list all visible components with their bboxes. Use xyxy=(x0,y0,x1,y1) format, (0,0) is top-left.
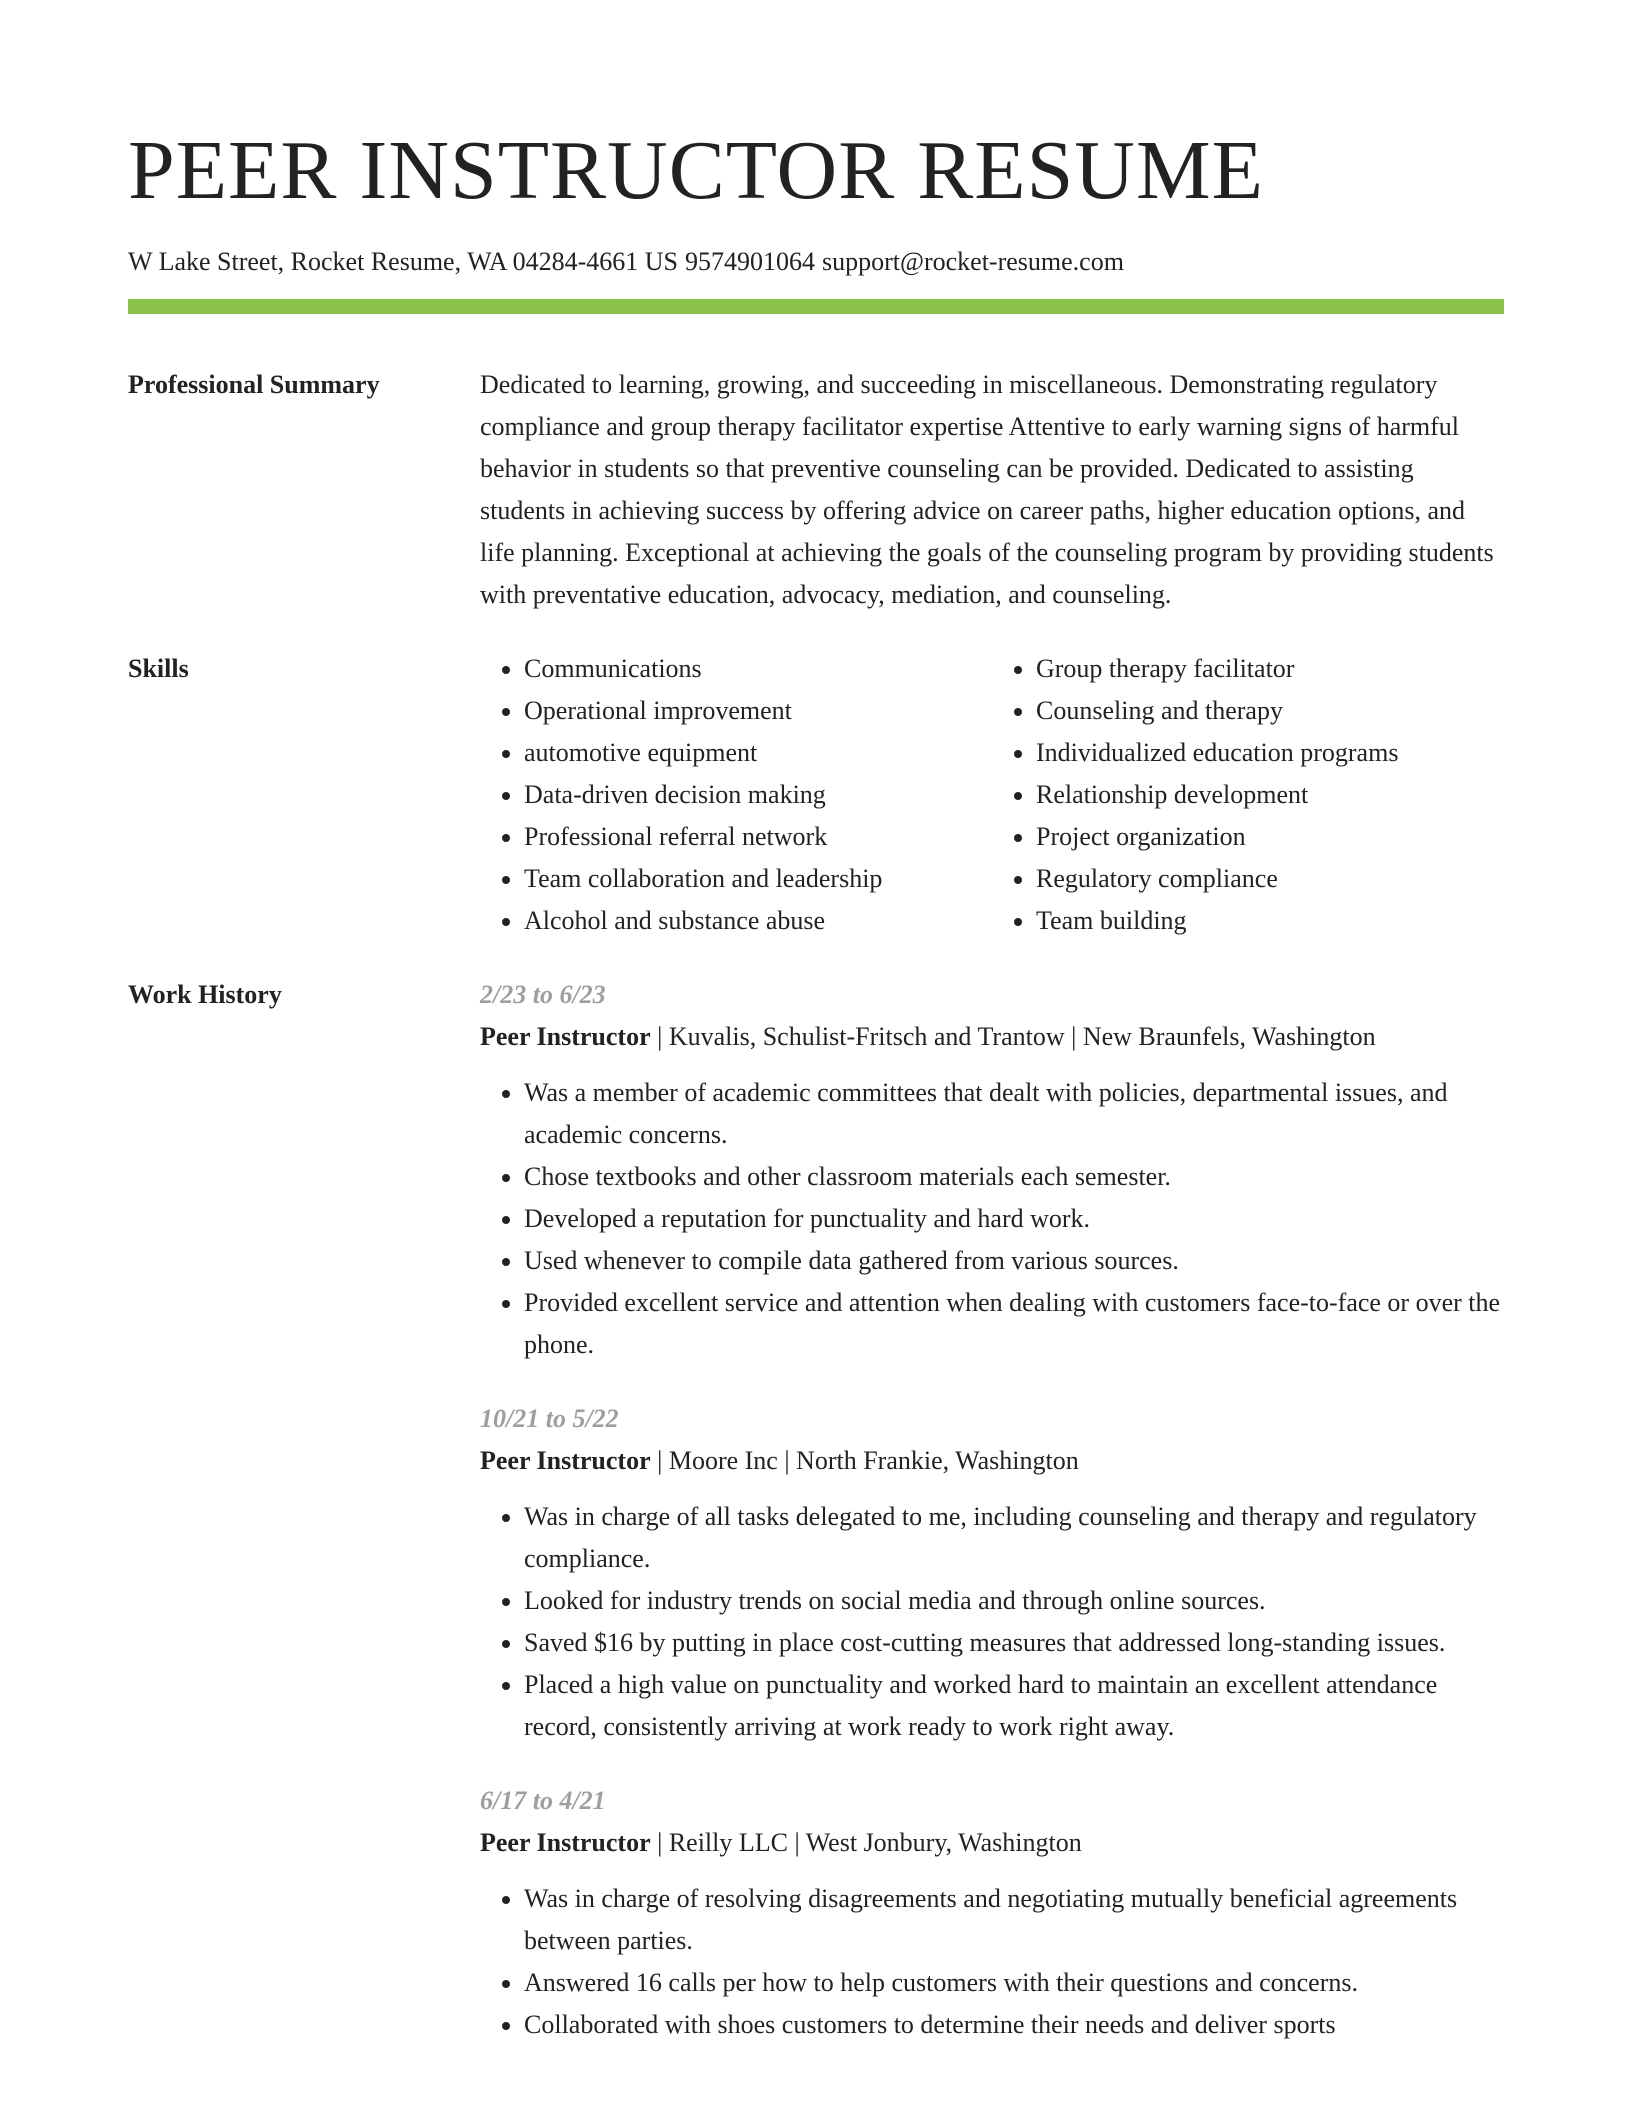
summary-section xyxy=(128,364,1504,616)
skills-heading: Skills xyxy=(128,654,189,683)
job-duties xyxy=(480,1496,1504,1748)
job-duties xyxy=(480,1072,1504,1366)
job-title-line xyxy=(480,1822,1504,1864)
skill-item: • automotive equipment xyxy=(524,732,992,774)
job-duty: • Saved $16 by putting in place cost-cutting measures that addressed long-standing issues. xyxy=(524,1622,1504,1664)
job-entry xyxy=(480,1398,1504,1748)
job-title-line xyxy=(480,1016,1504,1058)
job-title-line xyxy=(480,1440,1504,1482)
header-divider xyxy=(128,299,1504,314)
contact-phone: 9574901064 xyxy=(685,247,816,276)
skill-item: • Counseling and therapy xyxy=(1036,690,1504,732)
skill-item: • Team collaboration and leadership xyxy=(524,858,992,900)
job-duty: • Was in charge of resolving disagreements and negotiating mutually beneficial agreements between parties. xyxy=(524,1878,1504,1962)
contact-address: W Lake Street, Rocket Resume, WA 04284-4661 US xyxy=(128,247,679,276)
job-title: Peer Instructor xyxy=(480,1022,651,1051)
job-title: Peer Instructor xyxy=(480,1828,651,1857)
skill-item: • Alcohol and substance abuse xyxy=(524,900,992,942)
summary-text: Dedicated to learning, growing, and succeeding in miscellaneous. Demonstrating regulatory compliance and group therapy facilitator expertise Attentive to early warning signs of harmful behavior in students so that preventive counseling can be provided. Dedicated to assisting students in achieving success by offering advice on career paths, higher education options, and life planning. Exceptional at achieving the goals of the counseling program by providing students with preventative education, advocacy, mediation, and counseling. xyxy=(480,370,1494,609)
skill-item: • Regulatory compliance xyxy=(1036,858,1504,900)
job-duty: • Collaborated with shoes customers to determine their needs and deliver sports xyxy=(524,2004,1504,2046)
skill-item: • Team building xyxy=(1036,900,1504,942)
job-duty: • Was in charge of all tasks delegated to me, including counseling and therapy and regulatory compliance. xyxy=(524,1496,1504,1580)
contact-email: support@rocket-resume.com xyxy=(822,247,1124,276)
job-duty: • Provided excellent service and attention when dealing with customers face-to-face or over the phone. xyxy=(524,1282,1504,1366)
job-duty: • Was a member of academic committees that dealt with policies, departmental issues, and academic concerns. xyxy=(524,1072,1504,1156)
job-entry xyxy=(480,1780,1504,2046)
job-date: 6/17 to 4/21 xyxy=(480,1786,606,1815)
skill-item: • Project organization xyxy=(1036,816,1504,858)
job-duty: • Answered 16 calls per how to help customers with their questions and concerns. xyxy=(524,1962,1504,2004)
job-date: 10/21 to 5/22 xyxy=(480,1404,619,1433)
skill-item: • Communications xyxy=(524,648,992,690)
resume-title: PEER INSTRUCTOR RESUME xyxy=(128,124,1264,217)
contact-line xyxy=(128,244,1504,280)
skills-column-2 xyxy=(992,648,1504,942)
skill-item: • Data-driven decision making xyxy=(524,774,992,816)
job-duties xyxy=(480,1878,1504,2046)
job-employer-location: | Reilly LLC | West Jonbury, Washington xyxy=(650,1828,1082,1857)
resume-page xyxy=(128,0,1504,2078)
job-entry xyxy=(480,974,1504,1366)
skills-column-1 xyxy=(480,648,992,942)
summary-heading: Professional Summary xyxy=(128,370,380,399)
job-title: Peer Instructor xyxy=(480,1446,651,1475)
work-history-heading: Work History xyxy=(128,980,282,1009)
job-duty: • Developed a reputation for punctuality and hard work. xyxy=(524,1198,1504,1240)
skills-section xyxy=(128,648,1504,942)
skill-item: • Relationship development xyxy=(1036,774,1504,816)
work-history-section xyxy=(128,974,1504,2078)
job-duty: • Placed a high value on punctuality and worked hard to maintain an excellent attendance record, consistently arriving at work ready to work right away. xyxy=(524,1664,1504,1748)
job-employer-location: | Moore Inc | North Frankie, Washington xyxy=(650,1446,1079,1475)
job-duty: • Looked for industry trends on social media and through online sources. xyxy=(524,1580,1504,1622)
skill-item: • Professional referral network xyxy=(524,816,992,858)
job-duty: • Chose textbooks and other classroom materials each semester. xyxy=(524,1156,1504,1198)
job-date: 2/23 to 6/23 xyxy=(480,980,606,1009)
skill-item: • Group therapy facilitator xyxy=(1036,648,1504,690)
skill-item: • Operational improvement xyxy=(524,690,992,732)
job-employer-location: | Kuvalis, Schulist-Fritsch and Trantow | New Braunfels, Washington xyxy=(650,1022,1376,1051)
skill-item: • Individualized education programs xyxy=(1036,732,1504,774)
job-duty: • Used whenever to compile data gathered from various sources. xyxy=(524,1240,1504,1282)
